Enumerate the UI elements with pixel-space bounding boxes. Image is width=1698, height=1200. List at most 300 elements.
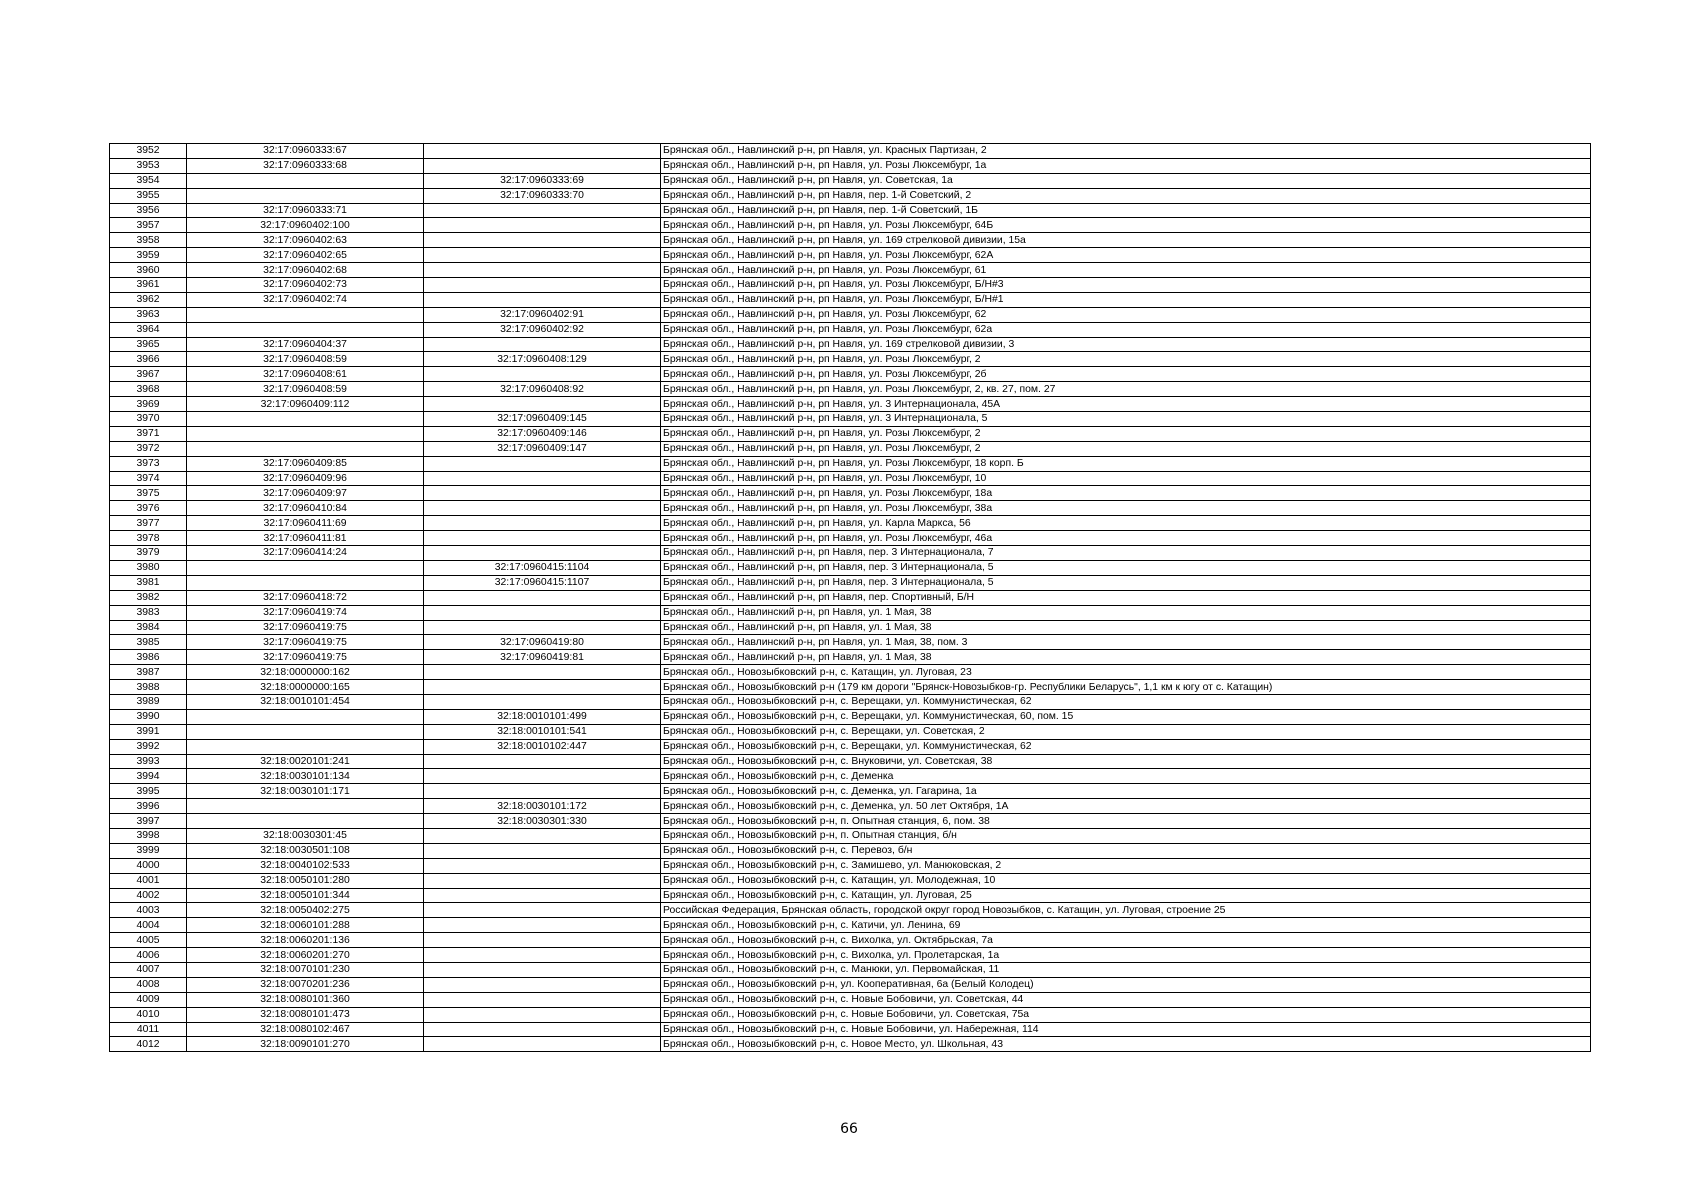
cadastral-number-cell: 32:18:0050402:275 — [187, 903, 424, 918]
address-cell: Российская Федерация, Брянская область, городской округ город Новозыбков, с. Катащин, ул. Луговая, строение 25 — [661, 903, 1591, 918]
premises-cadastral-number-cell — [424, 337, 661, 352]
premises-cadastral-number-cell: 32:17:0960419:81 — [424, 650, 661, 665]
table-row — [110, 814, 1591, 829]
address-cell: Брянская обл., Навлинский р-н, рп Навля, ул. Карла Маркса, 56 — [661, 516, 1591, 531]
premises-cadastral-number-cell: 32:17:0960415:1104 — [424, 560, 661, 575]
address-cell: Брянская обл., Новозыбковский р-н, с. Новое Место, ул. Школьная, 43 — [661, 1037, 1591, 1052]
table-row — [110, 754, 1591, 769]
cadastral-number-cell — [187, 307, 424, 322]
address-cell: Брянская обл., Навлинский р-н, рп Навля, ул. Советская, 1а — [661, 173, 1591, 188]
cadastral-number-cell: 32:18:0030101:171 — [187, 784, 424, 799]
address-cell: Брянская обл., Новозыбковский р-н, с. Манюки, ул. Первомайская, 11 — [661, 962, 1591, 977]
table-row — [110, 605, 1591, 620]
row-number-cell: 3983 — [110, 605, 187, 620]
premises-cadastral-number-cell — [424, 933, 661, 948]
table-row — [110, 858, 1591, 873]
address-cell: Брянская обл., Новозыбковский р-н, п. Опытная станция, б/н — [661, 828, 1591, 843]
row-number-cell: 4009 — [110, 992, 187, 1007]
premises-cadastral-number-cell: 32:18:0030101:172 — [424, 799, 661, 814]
row-number-cell: 3981 — [110, 575, 187, 590]
premises-cadastral-number-cell — [424, 233, 661, 248]
row-number-cell: 3990 — [110, 709, 187, 724]
premises-cadastral-number-cell — [424, 367, 661, 382]
premises-cadastral-number-cell: 32:18:0030301:330 — [424, 814, 661, 829]
row-number-cell: 3999 — [110, 843, 187, 858]
cadastral-number-cell: 32:17:0960333:67 — [187, 144, 424, 159]
cadastral-number-cell: 32:18:0020101:241 — [187, 754, 424, 769]
table-row — [110, 873, 1591, 888]
row-number-cell: 4006 — [110, 948, 187, 963]
address-cell: Брянская обл., Навлинский р-н, рп Навля, ул. Розы Люксембург, 1а — [661, 158, 1591, 173]
table-row — [110, 650, 1591, 665]
address-cell: Брянская обл., Новозыбковский р-н, с. Внуковичи, ул. Советская, 38 — [661, 754, 1591, 769]
address-cell: Брянская обл., Навлинский р-н, рп Навля, ул. 1 Мая, 38 — [661, 650, 1591, 665]
premises-cadastral-number-cell: 32:17:0960408:92 — [424, 382, 661, 397]
page-number: 66 — [840, 1121, 858, 1137]
premises-cadastral-number-cell — [424, 218, 661, 233]
row-number-cell: 3969 — [110, 397, 187, 412]
row-number-cell: 3965 — [110, 337, 187, 352]
row-number-cell: 3971 — [110, 426, 187, 441]
address-cell: Брянская обл., Навлинский р-н, рп Навля, ул. Розы Люксембург, 2б — [661, 367, 1591, 382]
row-number-cell: 3987 — [110, 665, 187, 680]
table-row — [110, 307, 1591, 322]
row-number-cell: 3975 — [110, 486, 187, 501]
premises-cadastral-number-cell: 32:17:0960409:146 — [424, 426, 661, 441]
address-cell: Брянская обл., Навлинский р-н, рп Навля, ул. Розы Люксембург, 62а — [661, 322, 1591, 337]
address-cell: Брянская обл., Навлинский р-н, рп Навля, ул. Розы Люксембург, 2, кв. 27, пом. 27 — [661, 382, 1591, 397]
row-number-cell: 4002 — [110, 888, 187, 903]
table-row — [110, 471, 1591, 486]
cadastral-number-cell: 32:17:0960410:84 — [187, 501, 424, 516]
address-cell: Брянская обл., Навлинский р-н, рп Навля, ул. Розы Люксембург, 2 — [661, 426, 1591, 441]
row-number-cell: 3964 — [110, 322, 187, 337]
address-cell: Брянская обл., Навлинский р-н, рп Навля, ул. Розы Люксембург, 64Б — [661, 218, 1591, 233]
row-number-cell: 4007 — [110, 962, 187, 977]
table-row — [110, 828, 1591, 843]
premises-cadastral-number-cell: 32:17:0960415:1107 — [424, 575, 661, 590]
table-row — [110, 799, 1591, 814]
premises-cadastral-number-cell — [424, 1007, 661, 1022]
row-number-cell: 3978 — [110, 531, 187, 546]
address-cell: Брянская обл., Навлинский р-н, рп Навля, ул. 169 стрелковой дивизии, 15а — [661, 233, 1591, 248]
table-row — [110, 992, 1591, 1007]
cadastral-number-cell: 32:18:0060101:288 — [187, 918, 424, 933]
cadastral-number-cell: 32:17:0960418:72 — [187, 590, 424, 605]
cadastral-number-cell: 32:18:0060201:270 — [187, 948, 424, 963]
table-row — [110, 843, 1591, 858]
row-number-cell: 3991 — [110, 724, 187, 739]
row-number-cell: 3970 — [110, 412, 187, 427]
address-cell: Брянская обл., Новозыбковский р-н, с. Деменка, ул. 50 лет Октября, 1А — [661, 799, 1591, 814]
cadastral-number-cell: 32:17:0960409:97 — [187, 486, 424, 501]
row-number-cell: 3979 — [110, 546, 187, 561]
address-cell: Брянская обл., Навлинский р-н, рп Навля, ул. 3 Интернационала, 5 — [661, 412, 1591, 427]
premises-cadastral-number-cell — [424, 694, 661, 709]
cadastral-number-cell: 32:17:0960408:59 — [187, 352, 424, 367]
cadastral-number-cell: 32:17:0960333:71 — [187, 203, 424, 218]
address-cell: Брянская обл., Новозыбковский р-н, с. Деменка, ул. Гагарина, 1а — [661, 784, 1591, 799]
cadastral-number-cell: 32:17:0960409:96 — [187, 471, 424, 486]
premises-cadastral-number-cell — [424, 486, 661, 501]
premises-cadastral-number-cell — [424, 531, 661, 546]
address-cell: Брянская обл., Навлинский р-н, рп Навля, пер. 3 Интернационала, 5 — [661, 560, 1591, 575]
address-cell: Брянская обл., Навлинский р-н, рп Навля, ул. Розы Люксембург, 62 — [661, 307, 1591, 322]
cadastral-number-cell: 32:18:0080102:467 — [187, 1022, 424, 1037]
table-row — [110, 441, 1591, 456]
premises-cadastral-number-cell — [424, 158, 661, 173]
cadastral-number-cell: 32:18:0030501:108 — [187, 843, 424, 858]
cadastral-number-cell: 32:17:0960402:63 — [187, 233, 424, 248]
premises-cadastral-number-cell — [424, 605, 661, 620]
row-number-cell: 3974 — [110, 471, 187, 486]
table-row — [110, 337, 1591, 352]
table-row — [110, 739, 1591, 754]
row-number-cell: 4012 — [110, 1037, 187, 1052]
table-row — [110, 322, 1591, 337]
cadastral-number-cell: 32:17:0960402:65 — [187, 248, 424, 263]
table-row — [110, 1037, 1591, 1052]
address-cell: Брянская обл., Навлинский р-н, рп Навля, ул. 169 стрелковой дивизии, 3 — [661, 337, 1591, 352]
table-body — [110, 144, 1591, 1052]
cadastral-number-cell — [187, 724, 424, 739]
address-cell: Брянская обл., Навлинский р-н, рп Навля, пер. 3 Интернационала, 5 — [661, 575, 1591, 590]
cadastral-number-cell: 32:17:0960411:81 — [187, 531, 424, 546]
row-number-cell: 3998 — [110, 828, 187, 843]
premises-cadastral-number-cell: 32:17:0960402:91 — [424, 307, 661, 322]
premises-cadastral-number-cell — [424, 858, 661, 873]
row-number-cell: 3967 — [110, 367, 187, 382]
table-row — [110, 382, 1591, 397]
row-number-cell: 3992 — [110, 739, 187, 754]
row-number-cell: 3997 — [110, 814, 187, 829]
address-cell: Брянская обл., Новозыбковский р-н, ул. Кооперативная, 6а (Белый Колодец) — [661, 977, 1591, 992]
cadastral-number-cell: 32:17:0960409:85 — [187, 456, 424, 471]
premises-cadastral-number-cell — [424, 977, 661, 992]
premises-cadastral-number-cell — [424, 665, 661, 680]
table-row — [110, 397, 1591, 412]
address-cell: Брянская обл., Новозыбковский р-н, с. Верещаки, ул. Коммунистическая, 62 — [661, 739, 1591, 754]
cadastral-number-cell: 32:18:0090101:270 — [187, 1037, 424, 1052]
cadastral-number-cell: 32:17:0960402:74 — [187, 292, 424, 307]
cadastral-number-cell: 32:18:0080101:360 — [187, 992, 424, 1007]
cadastral-number-cell: 32:18:0030301:45 — [187, 828, 424, 843]
table-row — [110, 263, 1591, 278]
cadastral-number-cell: 32:18:0070101:230 — [187, 962, 424, 977]
table-row — [110, 918, 1591, 933]
cadastral-number-cell: 32:18:0050101:280 — [187, 873, 424, 888]
premises-cadastral-number-cell — [424, 992, 661, 1007]
cadastral-number-cell — [187, 739, 424, 754]
cadastral-number-cell: 32:18:0080101:473 — [187, 1007, 424, 1022]
premises-cadastral-number-cell — [424, 144, 661, 159]
table-row — [110, 680, 1591, 695]
cadastral-number-cell: 32:18:0060201:136 — [187, 933, 424, 948]
premises-cadastral-number-cell — [424, 1037, 661, 1052]
row-number-cell: 3976 — [110, 501, 187, 516]
cadastral-number-cell: 32:17:0960333:68 — [187, 158, 424, 173]
table-row — [110, 218, 1591, 233]
address-cell: Брянская обл., Новозыбковский р-н (179 км дороги "Брянск-Новозыбков-гр. Республики Беларусь", 1,1 км к югу от с. Катащин) — [661, 680, 1591, 695]
cadastral-number-cell: 32:18:0010101:454 — [187, 694, 424, 709]
table-row — [110, 203, 1591, 218]
address-cell: Брянская обл., Навлинский р-н, рп Навля, ул. Розы Люксембург, 46а — [661, 531, 1591, 546]
row-number-cell: 3994 — [110, 769, 187, 784]
row-number-cell: 3985 — [110, 635, 187, 650]
table-row — [110, 948, 1591, 963]
row-number-cell: 3980 — [110, 560, 187, 575]
premises-cadastral-number-cell — [424, 456, 661, 471]
premises-cadastral-number-cell — [424, 873, 661, 888]
row-number-cell: 3989 — [110, 694, 187, 709]
row-number-cell: 3977 — [110, 516, 187, 531]
address-cell: Брянская обл., Навлинский р-н, рп Навля, ул. Розы Люксембург, 2 — [661, 352, 1591, 367]
premises-cadastral-number-cell — [424, 948, 661, 963]
row-number-cell: 3952 — [110, 144, 187, 159]
address-cell: Брянская обл., Навлинский р-н, рп Навля, ул. Розы Люксембург, 10 — [661, 471, 1591, 486]
cadastral-number-cell: 32:17:0960409:112 — [187, 397, 424, 412]
premises-cadastral-number-cell: 32:17:0960402:92 — [424, 322, 661, 337]
premises-cadastral-number-cell — [424, 888, 661, 903]
cadastral-number-cell — [187, 426, 424, 441]
address-cell: Брянская обл., Новозыбковский р-н, с. Деменка — [661, 769, 1591, 784]
table-row — [110, 784, 1591, 799]
table-row — [110, 367, 1591, 382]
table-row — [110, 173, 1591, 188]
table-row — [110, 1022, 1591, 1037]
table-row — [110, 531, 1591, 546]
premises-cadastral-number-cell — [424, 501, 661, 516]
row-number-cell: 3963 — [110, 307, 187, 322]
table-row — [110, 709, 1591, 724]
cadastral-number-cell — [187, 560, 424, 575]
table-row — [110, 560, 1591, 575]
table-row — [110, 903, 1591, 918]
address-cell: Брянская обл., Навлинский р-н, рп Навля, ул. 1 Мая, 38, пом. 3 — [661, 635, 1591, 650]
address-cell: Брянская обл., Новозыбковский р-н, с. Катичи, ул. Ленина, 69 — [661, 918, 1591, 933]
premises-cadastral-number-cell: 32:18:0010101:499 — [424, 709, 661, 724]
table-row — [110, 635, 1591, 650]
row-number-cell: 3968 — [110, 382, 187, 397]
premises-cadastral-number-cell: 32:18:0010101:541 — [424, 724, 661, 739]
address-cell: Брянская обл., Навлинский р-н, рп Навля, ул. Розы Люксембург, 18 корп. Б — [661, 456, 1591, 471]
premises-cadastral-number-cell — [424, 769, 661, 784]
address-cell: Брянская обл., Навлинский р-н, рп Навля, ул. 1 Мая, 38 — [661, 620, 1591, 635]
address-cell: Брянская обл., Навлинский р-н, рп Навля, ул. Розы Люксембург, 62А — [661, 248, 1591, 263]
premises-cadastral-number-cell — [424, 1022, 661, 1037]
address-cell: Брянская обл., Навлинский р-н, рп Навля, пер. 1-й Советский, 1Б — [661, 203, 1591, 218]
table-row — [110, 412, 1591, 427]
premises-cadastral-number-cell — [424, 516, 661, 531]
address-cell: Брянская обл., Навлинский р-н, рп Навля, ул. Розы Люксембург, 18а — [661, 486, 1591, 501]
address-cell: Брянская обл., Навлинский р-н, рп Навля, ул. Розы Люксембург, 61 — [661, 263, 1591, 278]
row-number-cell: 3995 — [110, 784, 187, 799]
address-cell: Брянская обл., Новозыбковский р-н, с. Замишево, ул. Манюковская, 2 — [661, 858, 1591, 873]
row-number-cell: 3966 — [110, 352, 187, 367]
row-number-cell: 3986 — [110, 650, 187, 665]
row-number-cell: 3972 — [110, 441, 187, 456]
address-cell: Брянская обл., Новозыбковский р-н, с. Перевоз, б/н — [661, 843, 1591, 858]
premises-cadastral-number-cell — [424, 590, 661, 605]
address-cell: Брянская обл., Навлинский р-н, рп Навля, пер. 1-й Советский, 2 — [661, 188, 1591, 203]
cadastral-number-cell: 32:17:0960404:37 — [187, 337, 424, 352]
table-row — [110, 158, 1591, 173]
address-cell: Брянская обл., Навлинский р-н, рп Навля, пер. Спортивный, Б/Н — [661, 590, 1591, 605]
cadastral-number-cell: 32:18:0000000:165 — [187, 680, 424, 695]
table-row — [110, 1007, 1591, 1022]
address-cell: Брянская обл., Навлинский р-н, рп Навля, ул. Розы Люксембург, Б/Н#3 — [661, 278, 1591, 293]
table-row — [110, 486, 1591, 501]
row-number-cell: 3996 — [110, 799, 187, 814]
cadastral-number-cell: 32:17:0960414:24 — [187, 546, 424, 561]
address-cell: Брянская обл., Новозыбковский р-н, с. Катащин, ул. Луговая, 25 — [661, 888, 1591, 903]
address-cell: Брянская обл., Навлинский р-н, рп Навля, пер. 3 Интернационала, 7 — [661, 546, 1591, 561]
cadastral-number-cell: 32:17:0960419:75 — [187, 635, 424, 650]
cadastral-number-cell — [187, 173, 424, 188]
cadastral-number-cell — [187, 814, 424, 829]
row-number-cell: 3953 — [110, 158, 187, 173]
table-row — [110, 352, 1591, 367]
row-number-cell: 4008 — [110, 977, 187, 992]
table-row — [110, 188, 1591, 203]
cadastral-number-cell — [187, 441, 424, 456]
cadastral-number-cell: 32:17:0960419:74 — [187, 605, 424, 620]
table-row — [110, 665, 1591, 680]
premises-cadastral-number-cell — [424, 278, 661, 293]
premises-cadastral-number-cell — [424, 784, 661, 799]
cadastral-number-cell: 32:17:0960419:75 — [187, 650, 424, 665]
address-cell: Брянская обл., Навлинский р-н, рп Навля, ул. Розы Люксембург, 2 — [661, 441, 1591, 456]
cadastral-number-cell: 32:18:0000000:162 — [187, 665, 424, 680]
row-number-cell: 4003 — [110, 903, 187, 918]
address-cell: Брянская обл., Навлинский р-н, рп Навля, ул. Красных Партизан, 2 — [661, 144, 1591, 159]
table-row — [110, 233, 1591, 248]
row-number-cell: 4001 — [110, 873, 187, 888]
premises-cadastral-number-cell — [424, 754, 661, 769]
row-number-cell: 3984 — [110, 620, 187, 635]
cadastral-number-cell — [187, 188, 424, 203]
table-row — [110, 456, 1591, 471]
row-number-cell: 4011 — [110, 1022, 187, 1037]
premises-cadastral-number-cell: 32:17:0960333:70 — [424, 188, 661, 203]
cadastral-number-cell: 32:17:0960402:100 — [187, 218, 424, 233]
row-number-cell: 3961 — [110, 278, 187, 293]
row-number-cell: 3982 — [110, 590, 187, 605]
table-row — [110, 933, 1591, 948]
table-row — [110, 516, 1591, 531]
row-number-cell: 4004 — [110, 918, 187, 933]
address-cell: Брянская обл., Новозыбковский р-н, с. Новые Бобовичи, ул. Советская, 75а — [661, 1007, 1591, 1022]
premises-cadastral-number-cell — [424, 203, 661, 218]
address-cell: Брянская обл., Новозыбковский р-н, с. Вихолка, ул. Пролетарская, 1а — [661, 948, 1591, 963]
premises-cadastral-number-cell — [424, 680, 661, 695]
address-cell: Брянская обл., Новозыбковский р-н, с. Новые Бобовичи, ул. Советская, 44 — [661, 992, 1591, 1007]
row-number-cell: 3993 — [110, 754, 187, 769]
cadastral-number-cell: 32:17:0960408:59 — [187, 382, 424, 397]
premises-cadastral-number-cell — [424, 263, 661, 278]
table-row — [110, 977, 1591, 992]
premises-cadastral-number-cell: 32:17:0960419:80 — [424, 635, 661, 650]
address-cell: Брянская обл., Новозыбковский р-н, с. Верещаки, ул. Коммунистическая, 62 — [661, 694, 1591, 709]
address-cell: Брянская обл., Новозыбковский р-н, с. Катащин, ул. Молодежная, 10 — [661, 873, 1591, 888]
cadastral-number-cell: 32:18:0070201:236 — [187, 977, 424, 992]
table-row — [110, 248, 1591, 263]
address-cell: Брянская обл., Новозыбковский р-н, с. Новые Бобовичи, ул. Набережная, 114 — [661, 1022, 1591, 1037]
row-number-cell: 3959 — [110, 248, 187, 263]
table-row — [110, 962, 1591, 977]
premises-cadastral-number-cell: 32:17:0960408:129 — [424, 352, 661, 367]
cadastral-number-cell: 32:18:0030101:134 — [187, 769, 424, 784]
table-row — [110, 426, 1591, 441]
row-number-cell: 4005 — [110, 933, 187, 948]
row-number-cell: 3956 — [110, 203, 187, 218]
cadastral-number-cell: 32:18:0050101:344 — [187, 888, 424, 903]
address-cell: Брянская обл., Новозыбковский р-н, с. Верещаки, ул. Советская, 2 — [661, 724, 1591, 739]
row-number-cell: 3957 — [110, 218, 187, 233]
premises-cadastral-number-cell — [424, 843, 661, 858]
premises-cadastral-number-cell — [424, 471, 661, 486]
table-row — [110, 546, 1591, 561]
table-row — [110, 292, 1591, 307]
address-cell: Брянская обл., Новозыбковский р-н, с. Верещаки, ул. Коммунистическая, 60, пом. 15 — [661, 709, 1591, 724]
table-row — [110, 724, 1591, 739]
row-number-cell: 3962 — [110, 292, 187, 307]
table-row — [110, 694, 1591, 709]
table-row — [110, 278, 1591, 293]
property-table — [109, 143, 1591, 1052]
premises-cadastral-number-cell — [424, 903, 661, 918]
premises-cadastral-number-cell: 32:18:0010102:447 — [424, 739, 661, 754]
row-number-cell: 3954 — [110, 173, 187, 188]
row-number-cell: 3958 — [110, 233, 187, 248]
premises-cadastral-number-cell — [424, 828, 661, 843]
row-number-cell: 3955 — [110, 188, 187, 203]
cadastral-number-cell: 32:17:0960402:68 — [187, 263, 424, 278]
premises-cadastral-number-cell — [424, 248, 661, 263]
address-cell: Брянская обл., Навлинский р-н, рп Навля, ул. Розы Люксембург, Б/Н#1 — [661, 292, 1591, 307]
premises-cadastral-number-cell: 32:17:0960409:145 — [424, 412, 661, 427]
premises-cadastral-number-cell — [424, 918, 661, 933]
premises-cadastral-number-cell — [424, 397, 661, 412]
cadastral-number-cell — [187, 575, 424, 590]
row-number-cell: 4000 — [110, 858, 187, 873]
cadastral-number-cell: 32:17:0960411:69 — [187, 516, 424, 531]
table-row — [110, 620, 1591, 635]
premises-cadastral-number-cell — [424, 546, 661, 561]
table-row — [110, 144, 1591, 159]
address-cell: Брянская обл., Навлинский р-н, рп Навля, ул. Розы Люксембург, 38а — [661, 501, 1591, 516]
address-cell: Брянская обл., Навлинский р-н, рп Навля, ул. 1 Мая, 38 — [661, 605, 1591, 620]
premises-cadastral-number-cell: 32:17:0960333:69 — [424, 173, 661, 188]
cadastral-number-cell: 32:17:0960419:75 — [187, 620, 424, 635]
premises-cadastral-number-cell — [424, 962, 661, 977]
table-row — [110, 590, 1591, 605]
address-cell: Брянская обл., Навлинский р-н, рп Навля, ул. 3 Интернационала, 45А — [661, 397, 1591, 412]
row-number-cell: 4010 — [110, 1007, 187, 1022]
cadastral-number-cell — [187, 799, 424, 814]
address-cell: Брянская обл., Новозыбковский р-н, п. Опытная станция, 6, пом. 38 — [661, 814, 1591, 829]
table-row — [110, 769, 1591, 784]
premises-cadastral-number-cell — [424, 292, 661, 307]
address-cell: Брянская обл., Новозыбковский р-н, с. Катащин, ул. Луговая, 23 — [661, 665, 1591, 680]
table-row — [110, 501, 1591, 516]
cadastral-number-cell — [187, 709, 424, 724]
cadastral-number-cell: 32:18:0040102:533 — [187, 858, 424, 873]
table-row — [110, 888, 1591, 903]
cadastral-number-cell — [187, 322, 424, 337]
cadastral-number-cell: 32:17:0960408:61 — [187, 367, 424, 382]
cadastral-number-cell: 32:17:0960402:73 — [187, 278, 424, 293]
